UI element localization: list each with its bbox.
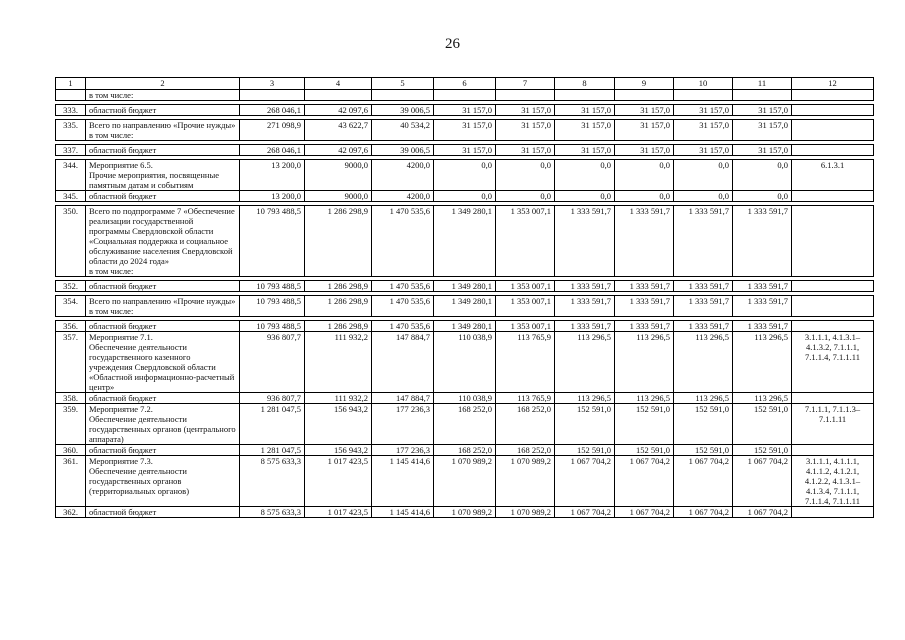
column-header: 4 xyxy=(305,78,372,90)
amount-cell: 1 333 591,7 xyxy=(555,206,615,277)
target-code-cell xyxy=(792,145,874,156)
amount-cell: 1 470 535,6 xyxy=(372,281,434,292)
amount-cell: 8 575 633,3 xyxy=(240,456,305,507)
amount-cell: 1 333 591,7 xyxy=(615,296,674,317)
description-cell: областной бюджет xyxy=(86,105,240,116)
amount-cell: 0,0 xyxy=(555,191,615,202)
amount-cell: 0,0 xyxy=(615,160,674,191)
target-code-cell xyxy=(792,507,874,518)
amount-cell: 31 157,0 xyxy=(434,120,496,141)
amount-cell: 152 591,0 xyxy=(555,445,615,456)
amount-cell: 1 286 298,9 xyxy=(305,206,372,277)
target-code-cell: 7.1.1.1, 7.1.1.3–7.1.1.11 xyxy=(792,404,874,445)
amount-cell: 1 070 989,2 xyxy=(434,456,496,507)
amount-cell: 147 884,7 xyxy=(372,332,434,393)
amount-cell xyxy=(733,90,792,101)
amount-cell: 0,0 xyxy=(496,191,555,202)
amount-cell: 1 067 704,2 xyxy=(674,456,733,507)
description-cell: областной бюджет xyxy=(86,145,240,156)
table-row xyxy=(56,445,874,456)
amount-cell: 1 067 704,2 xyxy=(615,507,674,518)
amount-cell: 147 884,7 xyxy=(372,393,434,404)
target-code-cell xyxy=(792,105,874,116)
table-row xyxy=(56,404,874,445)
amount-cell: 8 575 633,3 xyxy=(240,507,305,518)
row-number-cell: 335. xyxy=(56,120,86,141)
target-code-cell xyxy=(792,321,874,332)
description-cell: областной бюджет xyxy=(86,393,240,404)
row-number-cell: 357. xyxy=(56,332,86,393)
row-number-cell: 350. xyxy=(56,206,86,277)
amount-cell: 31 157,0 xyxy=(615,105,674,116)
description-cell: областной бюджет xyxy=(86,445,240,456)
amount-cell: 1 470 535,6 xyxy=(372,321,434,332)
amount-cell: 1 353 007,1 xyxy=(496,296,555,317)
amount-cell: 271 098,9 xyxy=(240,120,305,141)
amount-cell: 268 046,1 xyxy=(240,145,305,156)
amount-cell: 1 333 591,7 xyxy=(555,296,615,317)
target-code-cell xyxy=(792,120,874,141)
amount-cell: 1 286 298,9 xyxy=(305,281,372,292)
amount-cell: 111 932,2 xyxy=(305,393,372,404)
budget-table-body xyxy=(56,78,874,518)
amount-cell: 31 157,0 xyxy=(733,120,792,141)
amount-cell: 31 157,0 xyxy=(615,145,674,156)
column-header: 6 xyxy=(434,78,496,90)
column-header: 1 xyxy=(56,78,86,90)
description-cell: областной бюджет xyxy=(86,191,240,202)
description-cell: Мероприятие 6.5. Прочие мероприятия, посвященные памятным датам и событиям xyxy=(86,160,240,191)
table-row xyxy=(56,321,874,332)
row-number-cell: 361. xyxy=(56,456,86,507)
amount-cell: 31 157,0 xyxy=(555,145,615,156)
amount-cell: 936 807,7 xyxy=(240,332,305,393)
amount-cell: 1 286 298,9 xyxy=(305,296,372,317)
row-number-cell: 333. xyxy=(56,105,86,116)
amount-cell: 1 349 280,1 xyxy=(434,206,496,277)
amount-cell: 31 157,0 xyxy=(674,145,733,156)
amount-cell: 9000,0 xyxy=(305,160,372,191)
amount-cell: 31 157,0 xyxy=(496,120,555,141)
amount-cell: 0,0 xyxy=(615,191,674,202)
amount-cell: 39 006,5 xyxy=(372,145,434,156)
amount-cell: 113 296,5 xyxy=(615,332,674,393)
amount-cell: 152 591,0 xyxy=(733,445,792,456)
column-header: 7 xyxy=(496,78,555,90)
amount-cell: 113 296,5 xyxy=(733,393,792,404)
amount-cell xyxy=(305,90,372,101)
column-header: 9 xyxy=(615,78,674,90)
amount-cell: 110 038,9 xyxy=(434,332,496,393)
amount-cell: 42 097,6 xyxy=(305,105,372,116)
row-number-cell: 354. xyxy=(56,296,86,317)
table-row xyxy=(56,206,874,277)
table-row xyxy=(56,120,874,141)
row-number-cell: 356. xyxy=(56,321,86,332)
amount-cell: 168 252,0 xyxy=(434,445,496,456)
amount-cell: 1 333 591,7 xyxy=(674,281,733,292)
amount-cell: 156 943,2 xyxy=(305,404,372,445)
amount-cell: 43 622,7 xyxy=(305,120,372,141)
description-cell: Мероприятие 7.3. Обеспечение деятельности государственных органов (территориальных органов) xyxy=(86,456,240,507)
amount-cell: 936 807,7 xyxy=(240,393,305,404)
amount-cell: 1 333 591,7 xyxy=(555,321,615,332)
amount-cell: 1 067 704,2 xyxy=(733,456,792,507)
description-cell: Всего по подпрограмме 7 «Обеспечение реализации государственной программы Свердловской области «Социальная поддержка и социальное обслуживание населения Свердловской области до 2024 года» в том числе: xyxy=(86,206,240,277)
amount-cell: 1 281 047,5 xyxy=(240,404,305,445)
description-cell: областной бюджет xyxy=(86,507,240,518)
amount-cell xyxy=(240,90,305,101)
target-code-cell xyxy=(792,445,874,456)
amount-cell: 152 591,0 xyxy=(615,445,674,456)
amount-cell: 9000,0 xyxy=(305,191,372,202)
page-number: 26 xyxy=(445,36,460,52)
description-cell: Мероприятие 7.2. Обеспечение деятельности государственных органов (центрального аппарата) xyxy=(86,404,240,445)
table-row xyxy=(56,332,874,393)
amount-cell: 168 252,0 xyxy=(496,445,555,456)
amount-cell: 152 591,0 xyxy=(674,404,733,445)
amount-cell: 31 157,0 xyxy=(434,145,496,156)
amount-cell: 113 296,5 xyxy=(733,332,792,393)
amount-cell: 1 067 704,2 xyxy=(674,507,733,518)
amount-cell: 0,0 xyxy=(733,191,792,202)
amount-cell: 1 470 535,6 xyxy=(372,206,434,277)
amount-cell: 10 793 488,5 xyxy=(240,206,305,277)
amount-cell: 1 067 704,2 xyxy=(555,456,615,507)
amount-cell: 113 296,5 xyxy=(555,332,615,393)
amount-cell: 1 333 591,7 xyxy=(733,281,792,292)
amount-cell xyxy=(372,90,434,101)
description-cell: областной бюджет xyxy=(86,321,240,332)
amount-cell: 1 333 591,7 xyxy=(674,321,733,332)
amount-cell: 0,0 xyxy=(555,160,615,191)
amount-cell: 1 145 414,6 xyxy=(372,456,434,507)
amount-cell: 152 591,0 xyxy=(674,445,733,456)
amount-cell: 1 017 423,5 xyxy=(305,456,372,507)
amount-cell: 0,0 xyxy=(674,191,733,202)
amount-cell: 113 296,5 xyxy=(674,393,733,404)
amount-cell: 1 333 591,7 xyxy=(555,281,615,292)
column-header: 2 xyxy=(86,78,240,90)
amount-cell: 268 046,1 xyxy=(240,105,305,116)
target-code-cell xyxy=(792,191,874,202)
amount-cell: 31 157,0 xyxy=(496,105,555,116)
amount-cell: 152 591,0 xyxy=(733,404,792,445)
amount-cell: 1 349 280,1 xyxy=(434,281,496,292)
amount-cell: 1 281 047,5 xyxy=(240,445,305,456)
amount-cell: 10 793 488,5 xyxy=(240,281,305,292)
amount-cell: 13 200,0 xyxy=(240,160,305,191)
description-cell: Всего по направлению «Прочие нужды» в том числе: xyxy=(86,120,240,141)
column-header: 11 xyxy=(733,78,792,90)
amount-cell: 113 296,5 xyxy=(674,332,733,393)
amount-cell: 177 236,3 xyxy=(372,404,434,445)
amount-cell: 1 353 007,1 xyxy=(496,281,555,292)
amount-cell: 1 070 989,2 xyxy=(434,507,496,518)
amount-cell: 110 038,9 xyxy=(434,393,496,404)
target-code-cell xyxy=(792,90,874,101)
amount-cell: 1 333 591,7 xyxy=(733,296,792,317)
amount-cell: 31 157,0 xyxy=(555,105,615,116)
table-row xyxy=(56,90,874,101)
amount-cell xyxy=(496,90,555,101)
target-code-cell xyxy=(792,206,874,277)
amount-cell xyxy=(674,90,733,101)
amount-cell: 1 333 591,7 xyxy=(733,321,792,332)
amount-cell: 0,0 xyxy=(674,160,733,191)
row-number-cell: 345. xyxy=(56,191,86,202)
description-cell: областной бюджет xyxy=(86,281,240,292)
amount-cell: 1 333 591,7 xyxy=(674,206,733,277)
table-row xyxy=(56,456,874,507)
amount-cell: 1 067 704,2 xyxy=(555,507,615,518)
table-row xyxy=(56,145,874,156)
column-header: 8 xyxy=(555,78,615,90)
target-code-cell: 6.1.3.1 xyxy=(792,160,874,191)
amount-cell: 0,0 xyxy=(434,191,496,202)
table-row xyxy=(56,296,874,317)
amount-cell: 1 067 704,2 xyxy=(733,507,792,518)
table-row xyxy=(56,160,874,191)
table-row xyxy=(56,507,874,518)
description-cell: Мероприятие 7.1. Обеспечение деятельности государственного казенного учреждения Свердловской области «Областной информационно-расчетный центр» xyxy=(86,332,240,393)
table-row xyxy=(56,393,874,404)
amount-cell: 10 793 488,5 xyxy=(240,296,305,317)
amount-cell: 1 145 414,6 xyxy=(372,507,434,518)
amount-cell: 1 067 704,2 xyxy=(615,456,674,507)
amount-cell: 1 349 280,1 xyxy=(434,321,496,332)
row-number-cell: 362. xyxy=(56,507,86,518)
amount-cell: 152 591,0 xyxy=(615,404,674,445)
target-code-cell xyxy=(792,393,874,404)
target-code-cell: 3.1.1.1, 4.1.1.1, 4.1.1.2, 4.1.2.1, 4.1.2.2, 4.1.3.1–4.1.3.4, 7.1.1.1, 7.1.1.4, 7.1.1.11 xyxy=(792,456,874,507)
amount-cell: 177 236,3 xyxy=(372,445,434,456)
amount-cell: 113 765,9 xyxy=(496,332,555,393)
amount-cell: 4200,0 xyxy=(372,160,434,191)
amount-cell: 113 765,9 xyxy=(496,393,555,404)
amount-cell: 168 252,0 xyxy=(496,404,555,445)
amount-cell: 1 333 591,7 xyxy=(674,296,733,317)
row-number-cell: 359. xyxy=(56,404,86,445)
amount-cell: 156 943,2 xyxy=(305,445,372,456)
amount-cell: 0,0 xyxy=(733,160,792,191)
row-number-cell: 344. xyxy=(56,160,86,191)
amount-cell: 0,0 xyxy=(434,160,496,191)
row-number-cell xyxy=(56,90,86,101)
amount-cell: 152 591,0 xyxy=(555,404,615,445)
amount-cell xyxy=(615,90,674,101)
column-header: 12 xyxy=(792,78,874,90)
amount-cell: 111 932,2 xyxy=(305,332,372,393)
amount-cell: 1 353 007,1 xyxy=(496,321,555,332)
amount-cell: 0,0 xyxy=(496,160,555,191)
amount-cell: 10 793 488,5 xyxy=(240,321,305,332)
amount-cell: 31 157,0 xyxy=(674,105,733,116)
amount-cell: 40 534,2 xyxy=(372,120,434,141)
row-number-cell: 360. xyxy=(56,445,86,456)
amount-cell: 31 157,0 xyxy=(733,145,792,156)
target-code-cell: 3.1.1.1, 4.1.3.1–4.1.3.2, 7.1.1.1, 7.1.1.4, 7.1.1.11 xyxy=(792,332,874,393)
target-code-cell xyxy=(792,296,874,317)
amount-cell: 113 296,5 xyxy=(555,393,615,404)
amount-cell: 42 097,6 xyxy=(305,145,372,156)
amount-cell xyxy=(555,90,615,101)
amount-cell: 31 157,0 xyxy=(555,120,615,141)
amount-cell: 39 006,5 xyxy=(372,105,434,116)
amount-cell: 31 157,0 xyxy=(733,105,792,116)
column-header: 10 xyxy=(674,78,733,90)
description-cell: Всего по направлению «Прочие нужды» в том числе: xyxy=(86,296,240,317)
amount-cell: 1 333 591,7 xyxy=(615,321,674,332)
amount-cell: 1 017 423,5 xyxy=(305,507,372,518)
target-code-cell xyxy=(792,281,874,292)
amount-cell: 113 296,5 xyxy=(615,393,674,404)
amount-cell: 1 333 591,7 xyxy=(615,281,674,292)
amount-cell: 13 200,0 xyxy=(240,191,305,202)
amount-cell: 31 157,0 xyxy=(496,145,555,156)
row-number-cell: 352. xyxy=(56,281,86,292)
amount-cell: 168 252,0 xyxy=(434,404,496,445)
amount-cell: 1 070 989,2 xyxy=(496,507,555,518)
row-number-cell: 358. xyxy=(56,393,86,404)
amount-cell: 4200,0 xyxy=(372,191,434,202)
amount-cell: 1 333 591,7 xyxy=(615,206,674,277)
amount-cell: 1 286 298,9 xyxy=(305,321,372,332)
amount-cell: 1 333 591,7 xyxy=(733,206,792,277)
amount-cell xyxy=(434,90,496,101)
amount-cell: 1 353 007,1 xyxy=(496,206,555,277)
column-header: 3 xyxy=(240,78,305,90)
amount-cell: 31 157,0 xyxy=(674,120,733,141)
budget-table xyxy=(55,77,874,518)
row-number-cell: 337. xyxy=(56,145,86,156)
header-row xyxy=(56,78,874,90)
amount-cell: 1 470 535,6 xyxy=(372,296,434,317)
amount-cell: 31 157,0 xyxy=(434,105,496,116)
amount-cell: 1 349 280,1 xyxy=(434,296,496,317)
column-header: 5 xyxy=(372,78,434,90)
table-row xyxy=(56,191,874,202)
table-row xyxy=(56,105,874,116)
table-row xyxy=(56,281,874,292)
amount-cell: 1 070 989,2 xyxy=(496,456,555,507)
description-cell: в том числе: xyxy=(86,90,240,101)
amount-cell: 31 157,0 xyxy=(615,120,674,141)
